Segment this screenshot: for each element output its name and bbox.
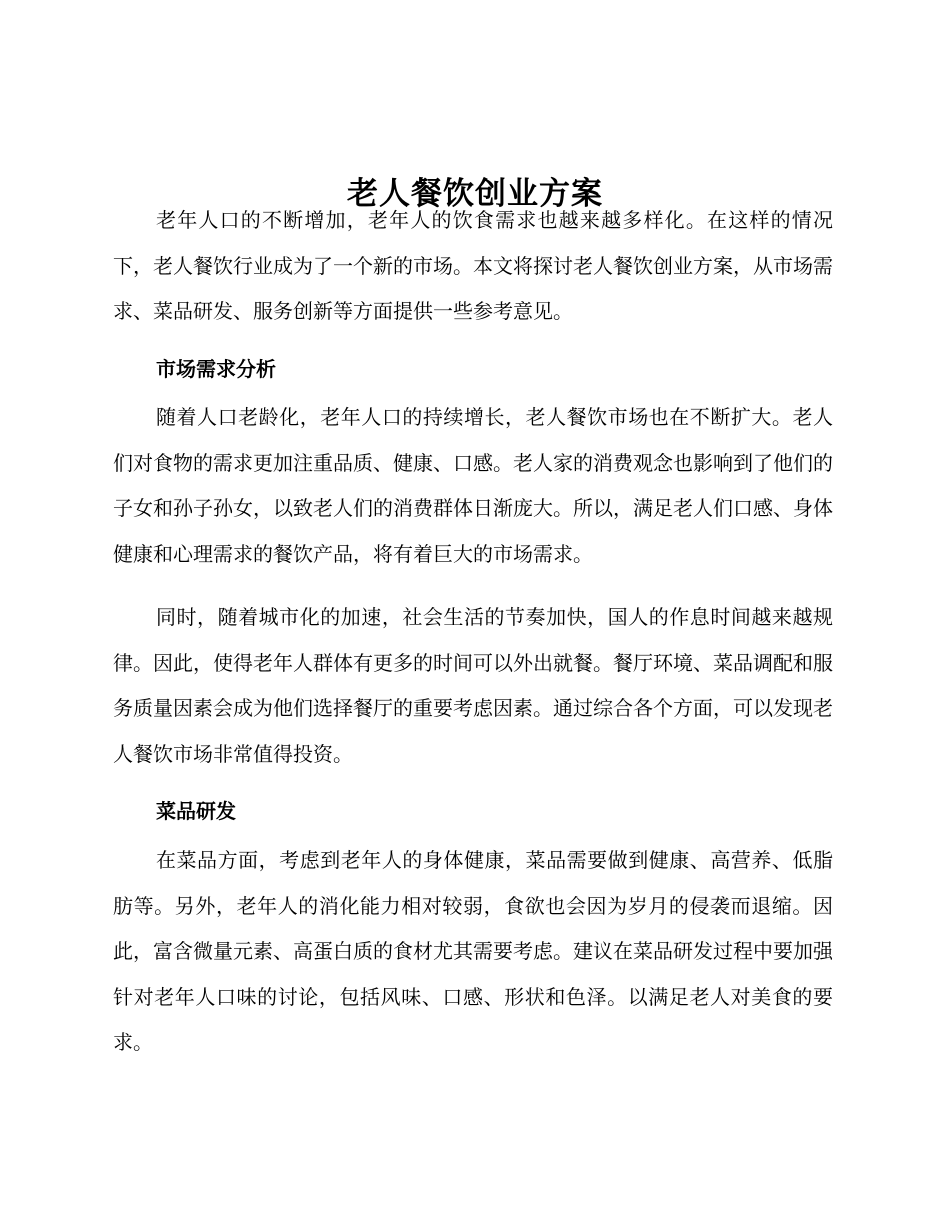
market-paragraph-1: 随着人口老龄化，老年人口的持续增长，老人餐饮市场也在不断扩大。老人们对食物的需求更加注重品质、健康、口感。老人家的消费观念也影响到了他们的子女和孙子孙女，以致老人们的消费群体日渐庞大。所以，满足老人们口感、身体健康和心理需求的餐饮产品，将有着巨大的市场需求。 xyxy=(113,405,833,566)
dishes-paragraph-1: 在菜品方面，考虑到老年人的身体健康，菜品需要做到健康、高营养、低脂肪等。另外，老年人的消化能力相对较弱，食欲也会因为岁月的侵袭而退缩。因此，富含微量元素、高蛋白质的食材尤其需要考虑。建议在菜品研发过程中要加强针对老年人口味的讨论，包括风味、口感、形状和色泽。以满足老人对美食的要求。 xyxy=(113,848,833,1054)
intro-paragraph: 老年人口的不断增加，老年人的饮食需求也越来越多样化。在这样的情况下，老人餐饮行业成为了一个新的市场。本文将探讨老人餐饮创业方案，从市场需求、菜品研发、服务创新等方面提供一些参考意见。 xyxy=(113,208,833,323)
section-heading-market: 市场需求分析 xyxy=(156,357,276,381)
document-title: 老人餐饮创业方案 xyxy=(347,175,603,212)
section-heading-dishes: 菜品研发 xyxy=(156,799,236,823)
market-paragraph-2: 同时，随着城市化的加速，社会生活的节奏加快，国人的作息时间越来越规律。因此，使得老年人群体有更多的时间可以外出就餐。餐厅环境、菜品调配和服务质量因素会成为他们选择餐厅的重要考虑因素。通过综合各个方面，可以发现老人餐饮市场非常值得投资。 xyxy=(113,605,833,766)
